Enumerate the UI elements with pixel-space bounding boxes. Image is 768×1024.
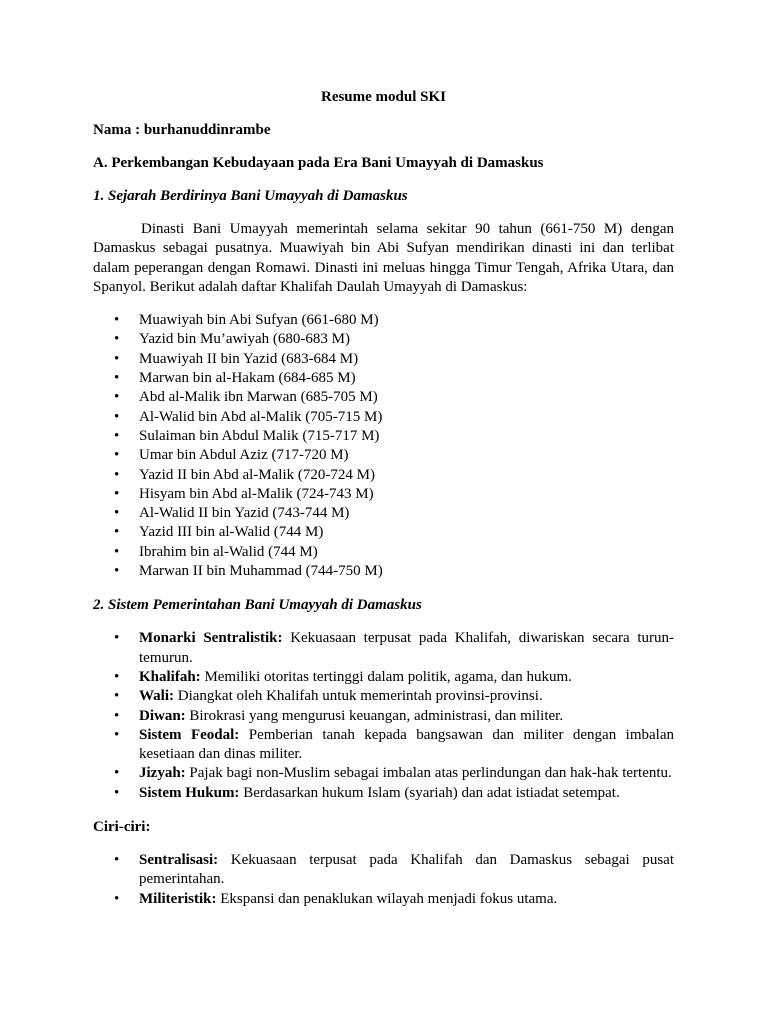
list-item-desc: Pemberian tanah kepada bangsawan dan militer dengan imbalan kesetiaan dan dinas militer. [139, 726, 674, 763]
subsection-2-heading: 2. Sistem Pemerintahan Bani Umayyah di Damaskus [93, 597, 422, 614]
list-item: • Al-Walid bin Abd al-Malik (705-715 M) [93, 408, 674, 427]
list-item-term: Sistem Hukum: [139, 784, 240, 801]
list-item [93, 851, 674, 890]
government-system-list [93, 629, 674, 803]
document-title: Resume modul SKI [320, 89, 447, 105]
list-item-desc: Ekspansi dan penaklukan wilayah menjadi fokus utama. [216, 890, 558, 907]
list-item-desc: Berdasarkan hukum Islam (syariah) dan adat istiadat setempat. [239, 784, 620, 801]
list-item [93, 668, 674, 687]
list-item-term: Militeristik: [139, 890, 217, 907]
list-item: • Yazid bin Mu’awiyah (680-683 M) [93, 330, 674, 349]
list-item [93, 784, 674, 803]
list-item: • Abd al-Malik ibn Marwan (685-705 M) [93, 388, 674, 407]
list-item: • Hisyam bin Abd al-Malik (724-743 M) [93, 485, 674, 504]
list-item-term: Diwan: [139, 707, 186, 724]
list-item: • Umar bin Abdul Aziz (717-720 M) [93, 446, 674, 465]
list-item: • Marwan bin al-Hakam (684-685 M) [93, 369, 674, 388]
list-item-desc: Kekuasaan terpusat pada Khalifah dan Damaskus sebagai pusat pemerintahan. [139, 852, 674, 888]
list-item: • Al-Walid II bin Yazid (743-744 M) [93, 504, 674, 523]
list-item: • Muawiyah bin Abi Sufyan (661-680 M) [93, 311, 674, 330]
section-a-heading: A. Perkembangan Kebudayaan pada Era Bani Umayyah di Damaskus [93, 155, 544, 171]
list-item: • Marwan II bin Muhammad (744-750 M) [93, 562, 674, 581]
list-item-term: Khalifah: [139, 668, 201, 685]
list-item: • Ibrahim bin al-Walid (744 M) [93, 543, 674, 562]
list-item-term: Wali: [139, 688, 175, 705]
list-item [93, 764, 674, 783]
list-item-term: Sentralisasi: [139, 852, 219, 869]
subsection-1-heading: 1. Sejarah Berdirinya Bani Umayyah di Damaskus [93, 188, 408, 204]
caliph-list [93, 311, 674, 581]
list-item: • Yazid III bin al-Walid (744 M) [93, 523, 674, 542]
list-item: • Sulaiman bin Abdul Malik (715-717 M) [93, 427, 674, 446]
author-name-line: Nama : burhanuddinrambe [93, 122, 271, 138]
list-item-term: Sistem Feodal: [139, 726, 240, 743]
list-item: • Muawiyah II bin Yazid (683-684 M) [93, 350, 674, 369]
characteristics-heading: Ciri-ciri: [93, 819, 151, 836]
list-item [93, 687, 674, 706]
list-item-desc: Birokrasi yang mengurusi keuangan, administrasi, dan militer. [185, 707, 564, 724]
list-item-desc: Diangkat oleh Khalifah untuk memerintah provinsi-provinsi. [174, 688, 543, 705]
history-paragraph: Dinasti Bani Umayyah memerintah selama sekitar 90 tahun (661-750 M) dengan Damaskus sebagai pusatnya. Muawiyah bin Abi Sufyan mendirikan dinasti ini dan terlibat dalam peperangan dengan Romawi. Dinasti ini meluas hingga Timur Tengah, Afrika Utara, dan Spanyol. Berikut adalah daftar Khalifah Daulah Umayyah di Damaskus: [93, 221, 674, 295]
list-item [93, 707, 674, 726]
list-item-term: Monarki Sentralistik: [139, 630, 283, 647]
list-item: • Yazid II bin Abd al-Malik (720-724 M) [93, 466, 674, 485]
list-item [93, 726, 674, 765]
list-item [93, 629, 674, 668]
characteristics-list [93, 851, 674, 909]
list-item-desc: Memiliki otoritas tertinggi dalam politik, agama, dan hukum. [200, 668, 572, 685]
list-item-desc: Pajak bagi non-Muslim sebagai imbalan atas perlindungan dan hak-hak tertentu. [185, 765, 672, 782]
list-item-term: Jizyah: [139, 765, 186, 782]
list-item-desc: Kekuasaan terpusat pada Khalifah, diwariskan secara turun-temurun. [139, 630, 674, 666]
list-item [93, 890, 674, 909]
